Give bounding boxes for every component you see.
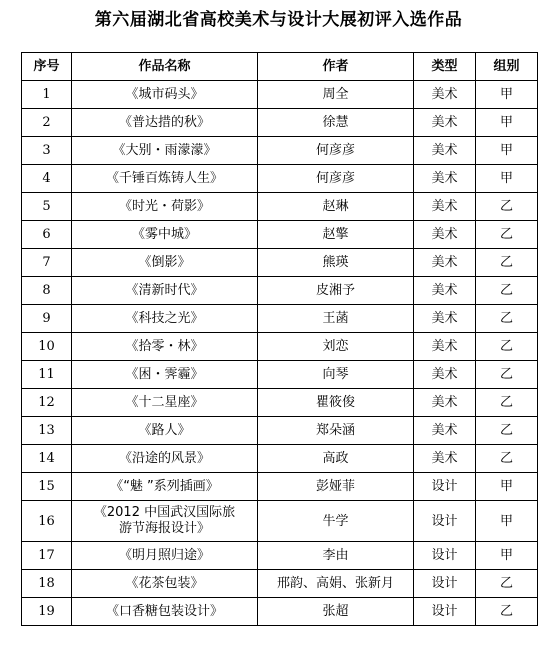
cell-group: 乙: [476, 249, 538, 277]
cell-author: 刘恋: [258, 333, 414, 361]
cell-work: [72, 501, 258, 542]
cell-no: 12: [22, 389, 72, 417]
cell-type: 设计: [414, 501, 476, 542]
cell-work: 《科技之光》: [72, 305, 258, 333]
table-row: [22, 598, 538, 626]
cell-type: 美术: [414, 417, 476, 445]
cell-group: 乙: [476, 305, 538, 333]
table-header-row: [22, 53, 538, 81]
table-row: [22, 361, 538, 389]
table-row: [22, 81, 538, 109]
cell-work: 《口香糖包装设计》: [72, 598, 258, 626]
cell-author: 牛学: [258, 501, 414, 542]
cell-no: 7: [22, 249, 72, 277]
table-row: [22, 137, 538, 165]
header-group: 组别: [476, 53, 538, 81]
cell-work: 《“魅 ”系列插画》: [72, 473, 258, 501]
cell-work: 《千锤百炼铸人生》: [72, 165, 258, 193]
cell-group: 乙: [476, 277, 538, 305]
cell-group: 乙: [476, 445, 538, 473]
table-row: [22, 389, 538, 417]
cell-author: 郑朵涵: [258, 417, 414, 445]
cell-work: 《拾零・林》: [72, 333, 258, 361]
cell-no: 3: [22, 137, 72, 165]
cell-work: 《清新时代》: [72, 277, 258, 305]
cell-work: 《路人》: [72, 417, 258, 445]
cell-group: 乙: [476, 333, 538, 361]
table-row: [22, 570, 538, 598]
cell-type: 美术: [414, 137, 476, 165]
cell-author: 瞿筱俊: [258, 389, 414, 417]
cell-no: 2: [22, 109, 72, 137]
cell-no: 17: [22, 542, 72, 570]
cell-type: 美术: [414, 249, 476, 277]
cell-type: 美术: [414, 445, 476, 473]
cell-group: 乙: [476, 417, 538, 445]
cell-group: 乙: [476, 389, 538, 417]
cell-type: 美术: [414, 361, 476, 389]
header-author: 作者: [258, 53, 414, 81]
cell-work: 《沿途的风景》: [72, 445, 258, 473]
cell-work: 《十二星座》: [72, 389, 258, 417]
cell-no: 15: [22, 473, 72, 501]
cell-work: 《倒影》: [72, 249, 258, 277]
cell-author: 赵琳: [258, 193, 414, 221]
cell-author: 何彦彦: [258, 137, 414, 165]
cell-author: 高政: [258, 445, 414, 473]
cell-work: 《明月照归途》: [72, 542, 258, 570]
table-row: [22, 445, 538, 473]
cell-group: 甲: [476, 137, 538, 165]
cell-group: 甲: [476, 109, 538, 137]
cell-no: 8: [22, 277, 72, 305]
cell-no: 10: [22, 333, 72, 361]
cell-group: 甲: [476, 542, 538, 570]
cell-work: 《困・霁霾》: [72, 361, 258, 389]
cell-no: 6: [22, 221, 72, 249]
cell-author: 何彦彦: [258, 165, 414, 193]
page-title: 第六届湖北省高校美术与设计大展初评入选作品: [94, 10, 463, 30]
cell-author: 徐慧: [258, 109, 414, 137]
table-row: [22, 249, 538, 277]
cell-author: 邢韵、高娟、张新月: [258, 570, 414, 598]
cell-author: 彭娅菲: [258, 473, 414, 501]
header-no: 序号: [22, 53, 72, 81]
cell-no: 4: [22, 165, 72, 193]
table-row: [22, 473, 538, 501]
cell-no: 5: [22, 193, 72, 221]
cell-no: 13: [22, 417, 72, 445]
cell-work: 《城市码头》: [72, 81, 258, 109]
table-row: [22, 305, 538, 333]
cell-author: 李由: [258, 542, 414, 570]
cell-work: 《花茶包装》: [72, 570, 258, 598]
cell-type: 美术: [414, 221, 476, 249]
cell-group: 甲: [476, 165, 538, 193]
cell-no: 9: [22, 305, 72, 333]
cell-author: 王菡: [258, 305, 414, 333]
cell-type: 设计: [414, 598, 476, 626]
selected-works-table: [21, 52, 538, 626]
cell-group: 乙: [476, 193, 538, 221]
cell-type: 美术: [414, 109, 476, 137]
cell-type: 美术: [414, 81, 476, 109]
table-row: [22, 165, 538, 193]
cell-group: 乙: [476, 221, 538, 249]
cell-group: 甲: [476, 501, 538, 542]
cell-type: 美术: [414, 305, 476, 333]
cell-work: 《时光・荷影》: [72, 193, 258, 221]
cell-no: 18: [22, 570, 72, 598]
cell-type: 设计: [414, 570, 476, 598]
cell-no: 1: [22, 81, 72, 109]
table-row: [22, 333, 538, 361]
cell-work: 《雾中城》: [72, 221, 258, 249]
cell-group: 甲: [476, 473, 538, 501]
table-row: [22, 501, 538, 542]
cell-no: 16: [22, 501, 72, 542]
cell-no: 19: [22, 598, 72, 626]
header-work: 作品名称: [72, 53, 258, 81]
cell-group: 乙: [476, 361, 538, 389]
cell-no: 14: [22, 445, 72, 473]
cell-author: 周全: [258, 81, 414, 109]
table-row: [22, 221, 538, 249]
cell-type: 美术: [414, 333, 476, 361]
cell-no: 11: [22, 361, 72, 389]
cell-work: 《大别・雨濛濛》: [72, 137, 258, 165]
cell-work: 《普达措的秋》: [72, 109, 258, 137]
cell-type: 设计: [414, 473, 476, 501]
cell-author: 赵擎: [258, 221, 414, 249]
cell-group: 乙: [476, 598, 538, 626]
cell-type: 美术: [414, 389, 476, 417]
cell-author: 张超: [258, 598, 414, 626]
cell-author: 皮湘予: [258, 277, 414, 305]
table-row: [22, 277, 538, 305]
cell-group: 乙: [476, 570, 538, 598]
table-row: [22, 542, 538, 570]
cell-type: 美术: [414, 165, 476, 193]
header-type: 类型: [414, 53, 476, 81]
cell-author: 熊瑛: [258, 249, 414, 277]
cell-group: 甲: [476, 81, 538, 109]
table-row: [22, 417, 538, 445]
table-row: [22, 193, 538, 221]
cell-author: 向琴: [258, 361, 414, 389]
cell-type: 美术: [414, 277, 476, 305]
cell-work-text: 《2012 中国武汉国际旅游节海报设计》: [93, 505, 236, 536]
table-row: [22, 109, 538, 137]
cell-type: 美术: [414, 193, 476, 221]
cell-type: 设计: [414, 542, 476, 570]
